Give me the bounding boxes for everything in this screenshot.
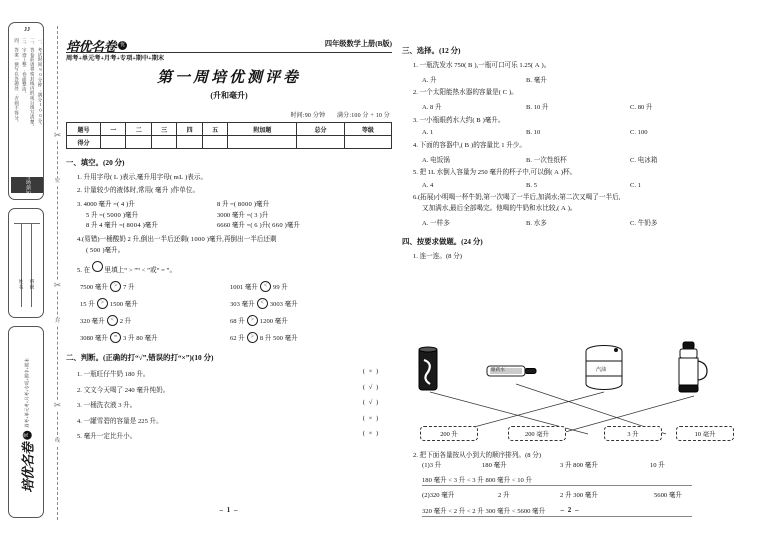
score-header-cell: 一 <box>101 123 126 136</box>
answer-text[interactable]: B <box>467 61 473 69</box>
option-a[interactable]: A. 电饭锅 <box>422 156 450 164</box>
score-input-cell[interactable] <box>101 136 126 149</box>
exam-page-left <box>64 22 394 522</box>
option-b[interactable]: B. 水多 <box>526 220 547 228</box>
brand-logo-vertical <box>9 355 45 495</box>
comparison-operator[interactable]: < <box>107 315 118 326</box>
question-3-4: 4. 下面的容器中,( B )的容量比 1 升少。 <box>413 141 526 149</box>
answer-text[interactable]: C <box>502 89 508 97</box>
exam-time: 时间:90 分钟 <box>290 113 326 119</box>
section-heading-do-as-required: 四、按要求做题。(24 分) <box>402 237 483 247</box>
student-id-box <box>8 208 44 318</box>
answer-text[interactable]: mL <box>173 173 184 181</box>
score-input-cell[interactable] <box>126 136 151 149</box>
brand-logo-text: 培优名卷 <box>66 39 117 54</box>
compare-row: 7500 毫升 > 7 升 1001 毫升 < 99 升 <box>80 281 394 292</box>
answer-text[interactable]: 8004 <box>126 222 141 230</box>
option-a[interactable]: A. 1 <box>422 129 434 137</box>
tf-item: 2. 文文今天喝了 240 毫升纯奶。 ( √ ) <box>66 384 394 394</box>
eyedrop-label: 眼药水 <box>491 367 505 372</box>
answer-text[interactable]: 8000 <box>237 200 253 208</box>
option-c[interactable]: C. 80 升 <box>630 104 653 112</box>
score-header-cell: 二 <box>126 123 151 136</box>
answer-text[interactable]: A <box>561 204 567 212</box>
score-input-cell[interactable] <box>151 136 176 149</box>
match-tag[interactable]: 10 毫升 <box>676 426 734 441</box>
id-label-name: 姓名 <box>19 279 24 291</box>
notice-line: 三、字迹工整,卷面整洁。 <box>22 38 28 97</box>
table-row <box>67 123 392 136</box>
section-heading-fill-in: 一、填空。(20 分) <box>66 158 125 167</box>
score-header-cell: 三 <box>151 123 176 136</box>
option-row <box>402 154 738 164</box>
option-b[interactable]: B. 5 <box>526 181 537 189</box>
answer-text[interactable]: 3 <box>254 211 258 219</box>
answer-text[interactable]: L <box>113 173 119 181</box>
match-tag[interactable]: 3 升 <box>604 426 662 441</box>
brand-logo-badge-icon: 优 <box>24 432 30 438</box>
answer-text[interactable]: A <box>534 61 540 69</box>
exam-total: 满分:100 分 + 10 分 <box>336 113 390 119</box>
tf-answer-mark[interactable]: ( × ) <box>362 368 380 376</box>
score-input-cell[interactable] <box>202 136 227 149</box>
answer-text[interactable]: A <box>554 169 560 177</box>
section-heading-true-false: 二、判断。(正确的打“√”,错误的打“×”)(10 分) <box>66 352 214 362</box>
question-3-1: 1. 一瓶洗发水 750( B ),一瓶可口可乐 1.25( A )。 <box>413 61 551 69</box>
brand-logo-badge-icon: 优 <box>120 43 126 48</box>
score-row-label: 得分 <box>67 136 101 149</box>
oil-drum-icon <box>580 344 628 392</box>
comparison-operator[interactable]: < <box>260 281 271 292</box>
score-header-cell: 四 <box>177 123 202 136</box>
tf-answer-mark[interactable]: ( × ) <box>362 414 380 422</box>
circle-blank-icon[interactable] <box>92 261 103 272</box>
id-write-line[interactable] <box>14 223 40 224</box>
tf-item: 1. 一瓶旺仔牛奶 180 升。 ( × ) <box>66 368 394 378</box>
answer-text[interactable]: B <box>476 116 481 124</box>
score-header-cell: 等级 <box>344 123 391 136</box>
question-1-5-prompt: 5. 在 里填上“ > ”“ < ”或“ = ”。 <box>66 261 394 275</box>
score-header-cell: 五 <box>202 123 227 136</box>
grade-subject-label: 四年级数学上册(B版) <box>324 40 392 48</box>
score-table <box>66 122 392 149</box>
compare-row: 320 毫升 < 2 升 68 升 > 1200 毫升 <box>80 315 394 326</box>
comparison-operator[interactable]: > <box>97 298 108 309</box>
option-c[interactable]: C. 牛奶多 <box>630 220 658 228</box>
question-1-2: 2. 计量较少的液体时,常用( 毫升 )作单位。 <box>77 187 200 195</box>
exam-meta <box>280 110 390 119</box>
scissors-icon: ✂ <box>53 130 62 140</box>
page-number-left: – 1 – <box>219 506 239 514</box>
match-tag[interactable]: 200 升 <box>420 426 478 441</box>
exam-page-right <box>400 22 740 522</box>
option-c[interactable]: C. 电冰箱 <box>630 156 658 164</box>
answer-text[interactable]: 500 <box>89 246 101 254</box>
option-c[interactable]: C. 100 <box>630 129 648 137</box>
question-4-1-heading: 1. 连一连。(8 分) <box>413 252 462 260</box>
option-row <box>402 129 738 136</box>
answer-text[interactable]: 4 <box>120 200 125 208</box>
option-b[interactable]: B. 10 <box>526 129 541 137</box>
question-1-1: 1. 升用字母( L )表示,毫升用字母( mL )表示。 <box>77 173 208 181</box>
answer-text[interactable]: 660 <box>272 222 283 230</box>
comparison-operator[interactable]: < <box>257 298 268 309</box>
comparison-operator[interactable]: = <box>110 332 121 343</box>
question-4-2-2-items: (2)320 毫升 2 升 2 升 300 毫升 5600 毫升 <box>422 492 683 500</box>
question-4-2-1-items: (1)3 升 180 毫升 3 升 800 毫升 10 升 <box>422 462 665 470</box>
option-row <box>402 182 738 189</box>
brand-logo-subtitle: 周考+单元考+月考+专项+期中+期末 <box>24 357 30 428</box>
brand-logo-box <box>8 326 44 518</box>
comparison-operator[interactable]: > <box>247 315 258 326</box>
option-a[interactable]: A. 4 <box>422 181 434 189</box>
id-write-line[interactable] <box>31 223 32 307</box>
publisher-mark: JJ <box>24 27 30 33</box>
tf-item: 3. 一桶洗衣液 3 升。 ( √ ) <box>66 399 394 409</box>
option-c[interactable]: C. 1 <box>630 181 641 189</box>
question-3-3: 3. 一小瓶眼药水大约( B )毫升。 <box>413 116 505 124</box>
score-input-cell[interactable] <box>228 136 297 149</box>
answer-text[interactable]: 6 <box>254 222 258 230</box>
scissors-icon: ✂ <box>53 400 62 410</box>
option-b[interactable]: B. 毫升 <box>526 76 547 84</box>
option-b[interactable]: B. 一次性纸杯 <box>526 156 567 164</box>
exam-notice-title: 考场须知 <box>11 177 43 193</box>
matching-diagram <box>408 338 734 442</box>
page-title: 第一周培优测评卷 <box>156 70 301 86</box>
tf-answer-mark[interactable]: ( × ) <box>362 430 380 438</box>
answer-text[interactable]: 5000 <box>106 211 122 219</box>
score-header-cell: 附加题 <box>228 123 297 136</box>
question-1-4: 4.(易错)一桶酸奶 2 升,倒出一半后还剩( 1000 )毫升,再倒出一半后还剩 <box>77 236 277 244</box>
answer-text[interactable]: 1000 <box>190 236 206 244</box>
comparison-operator[interactable]: > <box>247 332 258 343</box>
question-1-3-row-1: 3. 4000 毫升 =( 4 )升 8 升 =( 8000 )毫升 <box>77 200 270 208</box>
page-number-right: – 2 – <box>560 506 580 514</box>
answer-text[interactable]: 毫升 <box>155 187 169 195</box>
thermos-icon <box>674 341 708 396</box>
section-heading-multiple-choice: 三、选择。(12 分) <box>402 46 461 55</box>
option-row <box>402 101 738 111</box>
seal-char: 密 <box>52 178 63 186</box>
seal-char: 封 <box>52 318 63 326</box>
question-1-4-line-2: ( 500 )毫升。 <box>86 246 125 254</box>
score-input-cell[interactable] <box>297 136 344 149</box>
notice-line: 四、答案一律写在答题处,否则不得分。 <box>14 38 20 125</box>
page-header <box>66 36 392 60</box>
compare-row: 3080 毫升 = 3 升 80 毫升 62 升 > 8 升 500 毫升 <box>80 332 394 343</box>
compare-row: 15 升 > 1500 毫升 303 毫升 < 3003 毫升 <box>80 298 394 309</box>
page-subtitle: (升和毫升) <box>210 91 248 100</box>
option-a[interactable]: A. 一样多 <box>422 220 450 228</box>
question-3-5: 5. 把 1L 水倒入容量为 250 毫升的杯子中,可以倒( A )杯。 <box>413 169 577 177</box>
seal-char: 线 <box>52 438 63 446</box>
left-margin-strip <box>4 22 48 522</box>
score-header-cell: 题号 <box>67 123 101 136</box>
option-b[interactable]: B. 10 升 <box>526 104 549 112</box>
score-input-cell[interactable] <box>177 136 202 149</box>
answer-text[interactable]: B <box>464 141 470 149</box>
id-label-class: 班级 <box>30 279 35 291</box>
soda-can-icon <box>416 346 440 392</box>
option-row <box>402 217 738 227</box>
option-a[interactable]: A. 8 升 <box>422 104 442 112</box>
question-3-2: 2. 一个太阳能热水器的容量是( C )。 <box>413 89 518 97</box>
score-input-cell[interactable] <box>344 136 391 149</box>
question-4-2-1-answer[interactable]: 180 毫升 < 3 升 < 3 升 800 毫升 < 10 升 <box>422 474 692 486</box>
question-3-6: 6.(拓展)小明喝一杯牛奶,第一次喝了一半后,加满水;第二次又喝了一半后, <box>413 194 621 202</box>
oil-drum-label: 汽油 <box>596 368 607 373</box>
question-4-2-2-answer[interactable]: 320 毫升 < 2 升 < 2 升 300 毫升 < 5600 毫升 <box>422 505 692 517</box>
brand-logo-text: 培优名卷 <box>20 442 36 493</box>
question-1-3-row-2: 5 升 =( 5000 )毫升 3000 毫升 =( 3 )升 <box>86 211 269 219</box>
exam-notice-box <box>8 22 44 200</box>
option-a[interactable]: A. 升 <box>422 76 437 84</box>
match-tag[interactable]: 200 毫升 <box>508 426 566 441</box>
tf-answer-mark[interactable]: ( √ ) <box>362 383 380 391</box>
tf-item: 5. 毫升一定比升小。 ( × ) <box>66 430 394 440</box>
comparison-operator[interactable]: > <box>110 281 121 292</box>
table-row <box>67 136 392 149</box>
scissors-icon: ✂ <box>53 280 62 290</box>
tf-answer-mark[interactable]: ( √ ) <box>362 399 380 407</box>
question-3-6-line-2: 又加满水,最后全部喝完。他喝的牛奶和水比较,( A )。 <box>422 204 577 212</box>
id-write-line[interactable] <box>21 223 22 307</box>
exam-notice-text <box>11 38 43 178</box>
tf-item: 4. 一罐雪碧的容量是 225 升。 ( × ) <box>66 415 394 425</box>
question-4-2-heading: 2. 把下面各量按从小到大的顺序排列。(8 分) <box>413 451 542 459</box>
notice-line: 二、答卷前请将密封线内的项目填写清楚。 <box>30 38 36 130</box>
notice-line: 一、考试时间90分钟,满分100分。 <box>38 38 43 128</box>
question-1-3-row-3: 8 升 4 毫升 =( 8004 )毫升 6660 毫升 =( 6 )升( 660 )毫升 <box>86 222 301 230</box>
score-header-cell: 总分 <box>297 123 344 136</box>
compare-grid <box>66 281 394 343</box>
eyedrop-bottle-icon <box>486 364 542 378</box>
brand-subtitle: 周考+单元考+月考+专项+期中+期末 <box>66 55 165 62</box>
option-row <box>402 74 738 84</box>
